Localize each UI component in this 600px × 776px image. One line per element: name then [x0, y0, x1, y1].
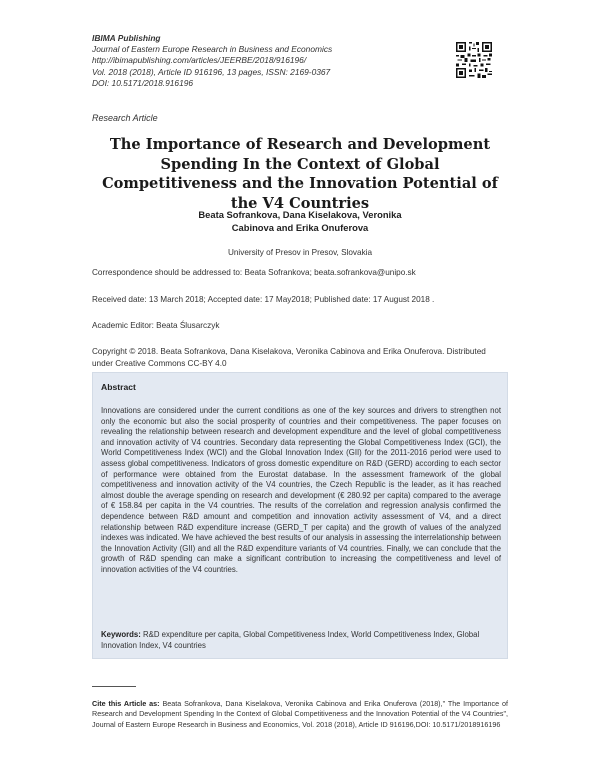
paper-title: The Importance of Research and Development Spending In the Context of Global Competitiveness and the Innovation Potential of the V4 Countries	[102, 136, 498, 212]
publisher-name: IBIMA Publishing	[92, 33, 161, 43]
keywords	[101, 630, 501, 651]
journal-name: Journal of Eastern Europe Research in Business and Economics	[92, 44, 333, 55]
publication-header	[92, 33, 422, 89]
affiliation: University of Presov in Presov, Slovakia	[227, 248, 373, 257]
abstract-heading: Abstract	[101, 382, 136, 392]
copyright: Copyright © 2018. Beata Sofrankova, Dana Kiselakova, Veronika Cabinova and Erika Onuferova. Distributed under Creative Commons CC-BY 4.0	[92, 347, 486, 368]
authors-line-1: Beata Sofrankova, Dana Kiselakova, Veronika	[198, 209, 402, 220]
dates: Received date: 13 March 2018; Accepted date: 17 May2018; Published date: 17 August 2018 .	[92, 295, 435, 304]
qr-code-icon	[456, 42, 492, 78]
citation	[92, 699, 508, 730]
citation-text: Beata Sofrankova, Dana Kiselakova, Veronika Cabinova and Erika Onuferova (2018)," The Importance of Research and Development Spending In the Context of Global Competitiveness and the Innovation Potential of the V4 Countries", Journal of Eastern Europe Research in Business and Economics, Vol. 2018 (2018), Article ID 916196,DOI: 10.5171/2018916196	[92, 699, 509, 729]
footnote-divider	[92, 686, 136, 687]
authors-line-2: Cabinova and Erika Onuferova	[231, 222, 369, 233]
abstract-box	[92, 372, 508, 659]
academic-editor: Academic Editor: Beata Ślusarczyk	[92, 321, 220, 330]
article-type: Research Article	[92, 113, 158, 123]
keywords-label: Keywords:	[101, 630, 141, 639]
abstract-text: Innovations are considered under the current conditions as one of the key sources and drivers to strengthen not only the economic but also the social prosperity of countries and their competitiveness. The paper focuses on revealing the relationship between research and development expenditure and the level of global competitiveness and innovation activity of V4 countries. Secondary data representing the Global Competitiveness Index (GCI), the World Competitiveness Index (WCI) and the Global Innovation Index (GII) for the 2011-2016 period were used to assess global competitiveness. Indicators of gross domestic expenditure on R&D (GERD) according to each sector of performance were obtained from the Eurostat database. In the assessment framework of the global competitiveness and innovation activity of the V4 countries, the Czech Republic is the leader, as it has reached almost double the average spending on research and development (€ 280.92 per capita) compared to the average of € 158.84 per capita in the V4 countries. The results of the correlation and regression analysis confirmed the dependence between R&D amount and competition and innovation activity assessment of V4, and a direct relationship between R&D expenditure increase (GERD_T per capita) and the growth of values of the analyzed indexes was indicated. We have achieved the best results of our analysis in assessing the interrelationship between the Innovation Activity (GII) and all the R&D expenditure variants of V4 countries. Finally, we can conclude that the growth of R&D spending can make a significant contribution to increasing the competitiveness and level of innovation activities of the V4 countries.	[101, 406, 501, 574]
volume-info: Vol. 2018 (2018), Article ID 916196, 13 pages, ISSN: 2169-0367	[92, 66, 331, 77]
correspondence: Correspondence should be addressed to: Beata Sofrankova; beata.sofrankova@unipo.sk	[92, 268, 416, 277]
authors	[160, 208, 440, 234]
doi[interactable]: DOI: 10.5171/2018.916196	[92, 77, 194, 88]
citation-label: Cite this Article as:	[92, 699, 160, 708]
keywords-text: R&D expenditure per capita, Global Competitiveness Index, World Competitiveness Index, Global Innovation Index, V4 countries	[101, 630, 480, 650]
article-url[interactable]: http://ibimapublishing.com/articles/JEERBE/2018/916196/	[92, 55, 307, 66]
